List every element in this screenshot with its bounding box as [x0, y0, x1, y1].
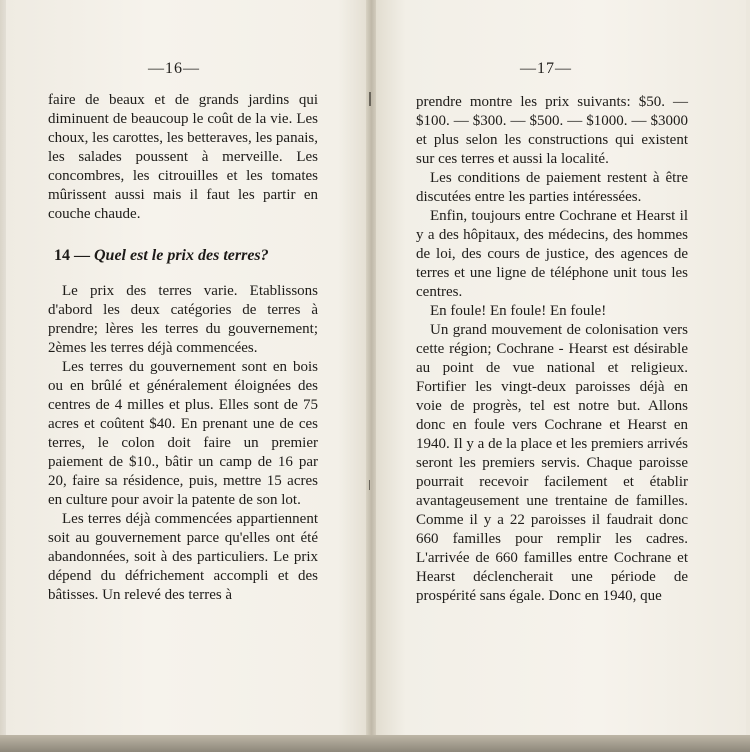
page-number-17: —17— [520, 60, 572, 77]
binding-mark [369, 480, 370, 490]
paragraph: Les conditions de paiement restent à être discutées entre les parties intéressées. [416, 170, 688, 205]
paragraph: Les terres du gouvernement sont en bois ou en brûlé et généralement éloignées des centres de 4 milles et plus. Elles sont de 75 acres et coûtent $40. En prenant une de ces terres, le colon doit faire un premier paiement de $10., bâtir un camp de 16 par 20, faire sa résidence, puis, mettre 15 acres en culture pour avoir la patente de son lot. [48, 359, 318, 508]
right-page [376, 0, 746, 735]
paragraph: Le prix des terres varie. Etablissons d'abord les deux catégories de terres à prendre; lères les terres du gouvernement; 2èmes les terres déjà commencées. [48, 283, 318, 356]
heading-text: Quel est le prix des terres? [94, 247, 269, 264]
section-heading [48, 246, 318, 265]
right-page-text [416, 93, 688, 606]
left-page [6, 0, 367, 735]
paragraph: Un grand mouvement de colonisation vers cette région; Cochrane - Hearst est désirable au point de vue national et religieux. Fortifier les vingt-deux paroisses déjà en voie de progrès, tel est notre but. Allons donc en foule vers Cochrane et Hearst en 1940. Il y a de la place et les premiers arrivés seront les premiers servis. Chaque paroisse pourrait recevoir facilement et établir avantageusement une trentaine de familles. Comme il y a 22 paroisses il faudrait donc 660 familles pour remplir les cadres. L'arrivée de 660 familles entre Cochrane et Hearst déclencherait une période de prospérité sans égale. Donc en 1940, que [416, 322, 688, 604]
paragraph: Les terres déjà commencées appartiennent soit au gouvernement parce qu'elles ont été abandonnées, soit à des particuliers. Le prix dépend du défrichement accompli et des bâtisses. Un relevé des terres à [48, 511, 318, 603]
page-bottom-edge [0, 735, 750, 752]
paragraph: prendre montre les prix suivants: $50. — $100. — $300. — $500. — $1000. — $3000 et plus selon les constructions qui existent sur ces terres et aussi la localité. [416, 94, 688, 167]
paragraph: En foule! En foule! En foule! [430, 303, 607, 319]
paragraph: faire de beaux et de grands jardins qui diminuent de beaucoup le coût de la vie. Les choux, les carottes, les betteraves, les panais, les salades poussent à merveille. Les concombres, les citrouilles et les tomates mûrissent aussi mais il faut les partir en couche chaude. [48, 92, 318, 222]
heading-number: 14 — [54, 247, 90, 264]
left-page-text [48, 91, 318, 605]
page-number-16: —16— [148, 60, 200, 77]
paragraph: Enfin, toujours entre Cochrane et Hearst il y a des hôpitaux, des médecins, des hommes de loi, des cours de justice, des agences de terres et une ligne de téléphone unit tous les centres. [416, 208, 688, 300]
binding-mark [369, 92, 371, 106]
